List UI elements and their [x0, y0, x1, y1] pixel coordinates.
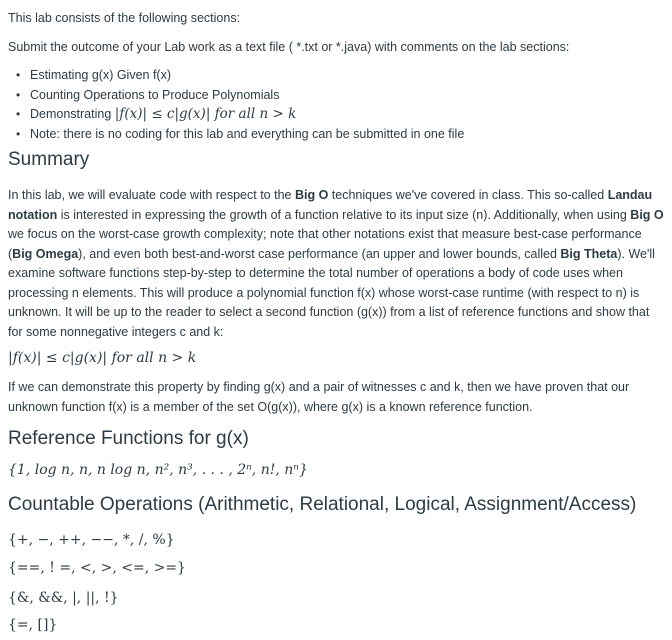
- summary-text: we focus on the worst-case growth complexity; note that other notations exist that measure best-case performance (: [8, 227, 642, 261]
- summary-bold: Big Theta: [560, 246, 618, 261]
- summary-bold: Landau notation: [8, 188, 653, 222]
- summary-text: ), and even both best-and-worst case performance (an upper and lower bounds, called: [78, 246, 561, 261]
- reference-set-formula: {1, log n, n, n log n, n², n³, . . . , 2ⁿ, n!, nⁿ}: [8, 462, 308, 478]
- section-item-math: |f(x)| ≤ c|g(x)| for all n > k: [114, 106, 297, 122]
- list-item: [8, 86, 464, 106]
- summary-text: ). We'll examine software functions step-by-step to determine the total number of operations a body of code uses when processing n elements. This will produce a polynomial function f(x) whose worst-case runtime (with respect to n) is unknown. It will be up to the reader to select a second function (g(x)) from a list of reference functions and show that for some nonnegative integers c and k:: [8, 246, 655, 339]
- summary-bold: Big Omega: [12, 246, 79, 261]
- summary-heading: Summary: [8, 149, 90, 170]
- intro-text: This lab consists of the following sections:: [8, 11, 241, 25]
- section-item-label: Estimating g(x) Given f(x): [30, 68, 172, 82]
- submit-instructions: Submit the outcome of your Lab work as a text file ( *.txt or *.java) with comments on the lab sections:: [8, 40, 570, 54]
- relational-ops-formula: {==, ! =, <, >, <=, >=}: [8, 560, 186, 576]
- bullet-icon: •: [16, 107, 21, 121]
- list-item: [8, 66, 464, 86]
- list-item: [8, 125, 464, 145]
- bullet-icon: •: [16, 87, 21, 102]
- summary-bold: Big O: [630, 207, 664, 222]
- section-item-label: Note: there is no coding for this lab and everything can be submitted in one file: [30, 126, 465, 141]
- summary-text: techniques we've covered in class. This so-called: [328, 188, 608, 202]
- logical-ops-formula: {&, &&, |, ||, !}: [8, 590, 119, 606]
- summary-bold: Big O: [294, 188, 329, 202]
- witness-paragraph: If we can demonstrate this property by finding g(x) and a pair of witnesses c and k, then we have proven that our unknown function f(x) is a member of the set O(g(x)), where g(x) is a known reference function.: [8, 380, 630, 414]
- arithmetic-ops-formula: {+, −, ++, −−, *, /, %}: [8, 532, 175, 548]
- reference-heading: Reference Functions for g(x): [8, 428, 249, 449]
- bullet-icon: •: [16, 126, 21, 141]
- countable-heading: Countable Operations (Arithmetic, Relational, Logical, Assignment/Access): [8, 494, 637, 515]
- sections-list: [8, 66, 464, 144]
- summary-text: In this lab, we will evaluate code with respect to the: [8, 188, 295, 202]
- summary-paragraph: [8, 186, 666, 342]
- section-item-label: Counting Operations to Produce Polynomials: [30, 87, 280, 102]
- assignment-ops-formula: {=, []}: [8, 617, 58, 633]
- summary-text: is interested in expressing the growth of a function relative to its input size (n). Additionally, when using: [57, 207, 631, 222]
- inequality-formula: |f(x)| ≤ c|g(x)| for all n > k: [8, 350, 197, 366]
- section-item-label: Demonstrating: [30, 107, 112, 121]
- bullet-icon: •: [16, 68, 21, 82]
- list-item: [8, 105, 464, 125]
